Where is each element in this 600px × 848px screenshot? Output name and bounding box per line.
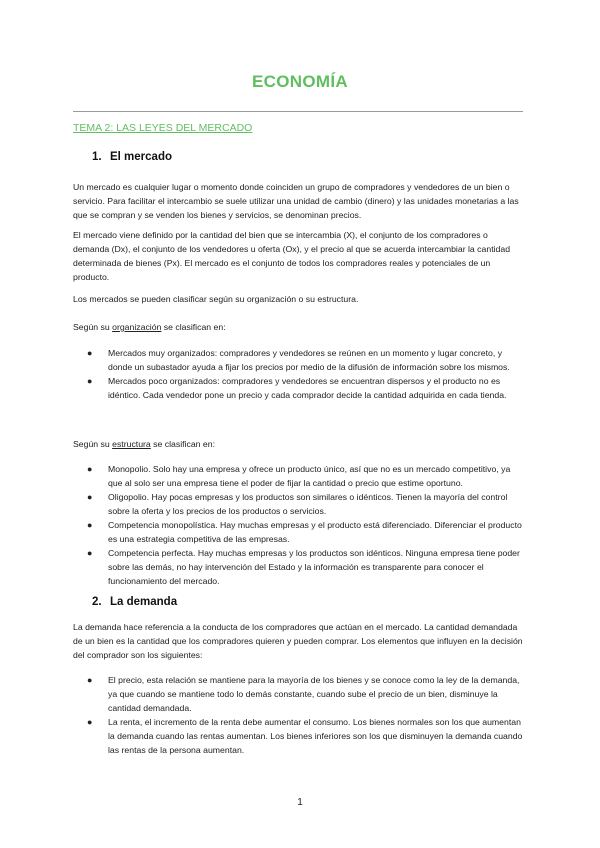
list-item-text: La renta, el incremento de la renta debe aumentar el consumo. Los bienes normales son los que aumentan la demanda cuando las rentas aumentan. Los bienes inferiores son los que disminuyen la demanda cuando las rentas de la persona aumentan. xyxy=(108,717,523,755)
section-number: 2. xyxy=(92,596,102,608)
list-item-text: El precio, esta relación se mantiene para la mayoría de los bienes y se conoce como la ley de la demanda, ya que cuando se mantiene todo lo demás constante, cuando sube el precio de un bien, disminuye la cantidad demandada. xyxy=(108,675,520,713)
paragraph-mercado-elementos: El mercado viene definido por la cantidad del bien que se intercambia (X), el conjunto de los compradores o demanda (Dx), el conjunto de los vendedores u oferta (Ox), y el precio al que se acuerda intercambiar la cantidad determinada de bienes (Px). El mercado es el conjunto de todos los compradores reales y potenciales de un producto. xyxy=(73,230,511,282)
underlined-term: estructura xyxy=(112,439,151,449)
underlined-term: organización xyxy=(112,322,162,332)
list-item xyxy=(73,490,525,518)
bullet-icon: ● xyxy=(87,492,93,502)
paragraph-organizacion-intro xyxy=(73,320,525,334)
list-item-text: Competencia perfecta. Hay muchas empresas y los productos son idénticos. Ninguna empresa tiene poder sobre las demás, no hay intervención del Estado y la información es transparente para conocer el funcionamiento del mercado. xyxy=(108,548,520,586)
list-item xyxy=(73,374,525,402)
list-item-text: Monopolio. Solo hay una empresa y ofrece un producto único, así que no es un mercado competitivo, ya que al solo ser una empresa tiene el poder de fijar la cantidad o precio que estime oportuno. xyxy=(108,464,511,488)
list-item xyxy=(73,715,525,757)
list-item xyxy=(73,346,525,374)
list-item xyxy=(73,462,525,490)
list-demanda xyxy=(73,673,525,757)
text-fragment: se clasifican en: xyxy=(150,439,215,449)
bullet-icon: ● xyxy=(87,464,93,474)
bullet-icon: ● xyxy=(87,520,93,530)
section-heading-demanda xyxy=(92,596,177,608)
section-title: La demanda xyxy=(110,596,178,608)
section-number: 1. xyxy=(92,151,102,163)
list-item-text: Competencia monopolística. Hay muchas empresas y el producto está diferenciado. Diferenciar el producto es una estrategia competitiva de las empresas. xyxy=(108,520,522,544)
list-organizacion xyxy=(73,346,525,402)
text-fragment: se clasifican en: xyxy=(161,322,226,332)
list-item xyxy=(73,673,525,715)
list-item-text: Oligopolio. Hay pocas empresas y los productos son similares o idénticos. Tienen la mayoría del control sobre la oferta y los precios de los productos o servicios. xyxy=(108,492,508,516)
list-item xyxy=(73,546,525,588)
bullet-icon: ● xyxy=(87,717,93,727)
bullet-icon: ● xyxy=(87,376,93,386)
paragraph-clasificacion: Los mercados se pueden clasificar según su organización o su estructura. xyxy=(73,294,359,304)
bullet-icon: ● xyxy=(87,348,93,358)
list-item-text: Mercados poco organizados: compradores y vendedores se encuentran dispersos y el producto no es idéntico. Cada vendedor pone un precio y cada comprador decide la cantidad adquirida en cada tienda. xyxy=(108,376,507,400)
page-number: 1 xyxy=(297,797,303,808)
section-title: El mercado xyxy=(110,151,172,163)
text-fragment: Según su xyxy=(73,322,113,332)
paragraph-estructura-intro xyxy=(73,437,525,451)
topic-heading: TEMA 2: LAS LEYES DEL MERCADO xyxy=(73,122,253,134)
list-estructura xyxy=(73,462,525,588)
paragraph-mercado-definicion: Un mercado es cualquier lugar o momento donde coinciden un grupo de compradores y vendedores de un bien o servicio. Para facilitar el intercambio se suele utilizar una unidad de cambio (dinero) y las unidades monetarias a las que se compran y se venden los bienes y servicios, se denominan precios. xyxy=(73,182,519,220)
document-title: ECONOMÍA xyxy=(252,72,348,91)
paragraph-demanda-definicion: La demanda hace referencia a la conducta de los compradores que actúan en el mercado. La cantidad demandada de un bien es la cantidad que los compradores quieren y pueden comprar. Los elementos que influyen en la decisión del comprador son los siguientes: xyxy=(73,622,523,660)
list-item-text: Mercados muy organizados: compradores y vendedores se reúnen en un momento y lugar concreto, y donde un subastador ayuda a fijar los precios por medio de la difusión de información sobre los mismos. xyxy=(108,348,510,372)
title-divider xyxy=(73,111,523,112)
bullet-icon: ● xyxy=(87,548,93,558)
list-item xyxy=(73,518,525,546)
bullet-icon: ● xyxy=(87,675,93,685)
text-fragment: Según su xyxy=(73,439,113,449)
section-heading-mercado xyxy=(92,151,172,163)
